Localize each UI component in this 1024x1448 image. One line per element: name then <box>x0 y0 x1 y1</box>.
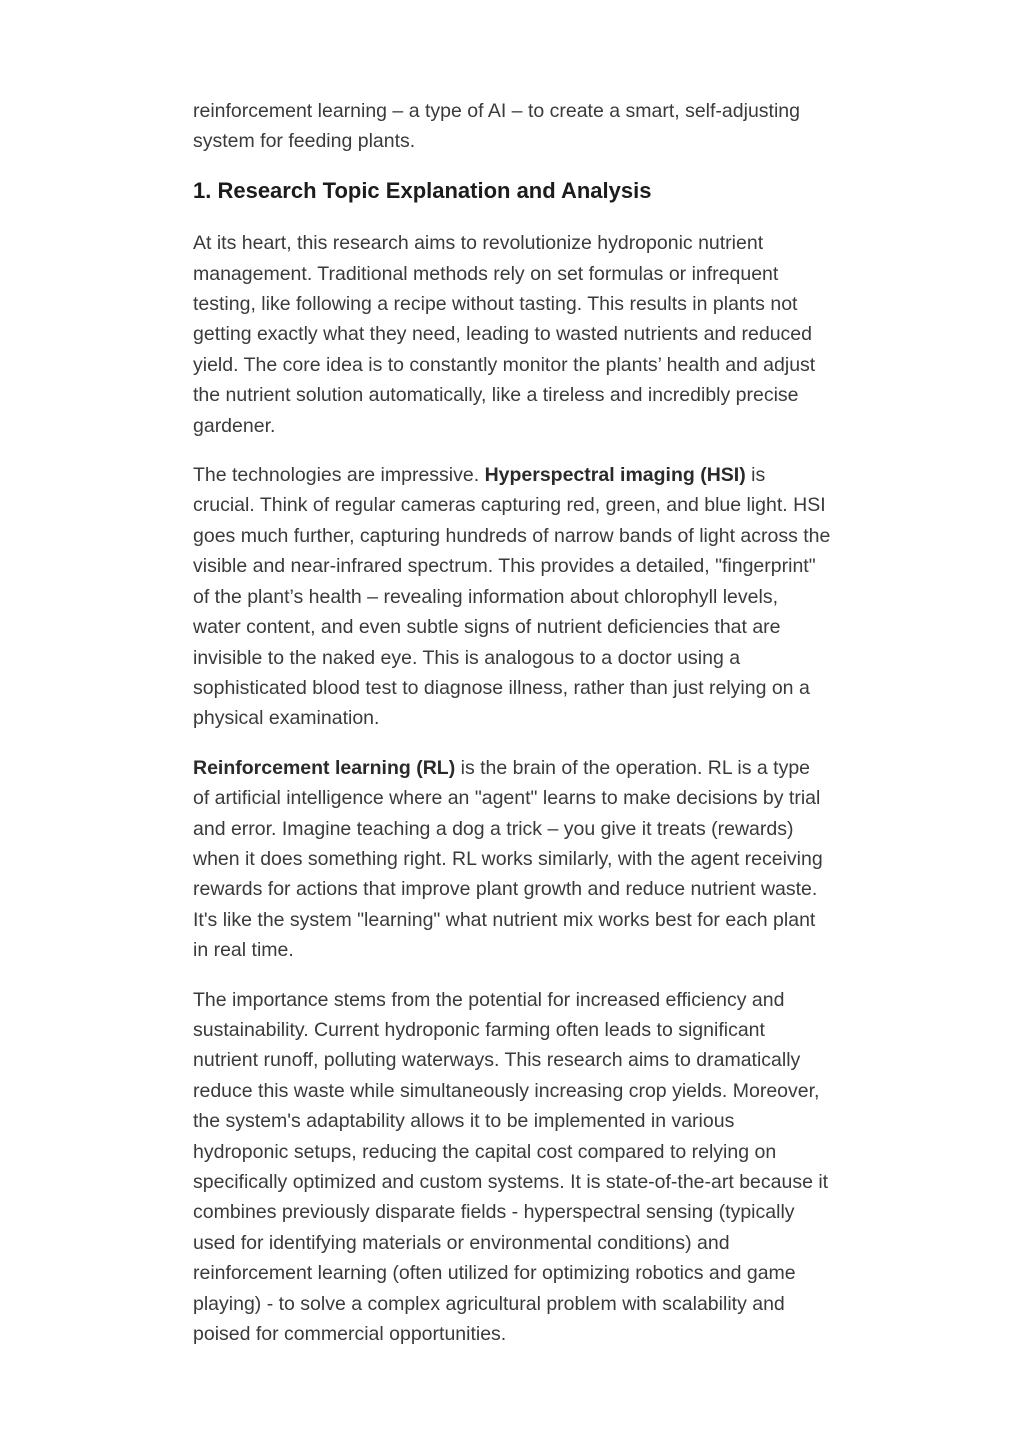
section-heading: 1. Research Topic Explanation and Analysis <box>193 177 652 203</box>
paragraph-intro-fragment: reinforcement learning – a type of AI – to create a smart, self-adjusting system for feeding plants. <box>193 100 800 153</box>
document-page <box>193 0 831 1349</box>
rl-bold-term: Reinforcement learning (RL) <box>193 756 456 779</box>
paragraph-importance: The importance stems from the potential for increased efficiency and sustainability. Current hydroponic farming often leads to significant nutrient runoff, polluting waterways. This research aims to dramatically reduce this waste while simultaneously increasing crop yields. Moreover, the system's adaptability allows it to be implemented in various hydroponic setups, reducing the capital cost compared to relying on specifically optimized and custom systems. It is state-of-the-art because it combines previously disparate fields - hyperspectral sensing (typically used for identifying materials or environmental conditions) and reinforcement learning (often utilized for optimizing robotics and game playing) - to solve a complex agricultural problem with scalability and poised for commercial opportunities. <box>193 988 829 1346</box>
paragraph-hsi <box>193 460 831 734</box>
paragraph-rl <box>193 753 831 966</box>
paragraph-overview: At its heart, this research aims to revolutionize hydroponic nutrient management. Traditional methods rely on set formulas or infrequent testing, like following a recipe without tasting. This results in plants not getting exactly what they need, leading to wasted nutrients and reduced yield. The core idea is to constantly monitor the plants’ health and adjust the nutrient solution automatically, like a tireless and incredibly precise gardener. <box>193 232 816 437</box>
hsi-bold-term: Hyperspectral imaging (HSI) <box>484 464 746 487</box>
paragraph-rl-post: is the brain of the operation. RL is a type of artificial intelligence where an "agent" learns to make decisions by trial and error. Imagine teaching a dog a trick – you give it treats (rewards) when it does something right. RL works similarly, with the agent receiving rewards for actions that improve plant growth and reduce nutrient waste. It's like the system "learning" what nutrient mix works best for each plant in real time. <box>193 756 823 962</box>
paragraph-hsi-pre: The technologies are impressive. <box>193 464 485 487</box>
paragraph-hsi-post: is crucial. Think of regular cameras capturing red, green, and blue light. HSI goes much further, capturing hundreds of narrow bands of light across the visible and near-infrared spectrum. This provides a detailed, "fingerprint" of the plant’s health – revealing information about chlorophyll levels, water content, and even subtle signs of nutrient deficiencies that are invisible to the naked eye. This is analogous to a doctor using a sophisticated blood test to diagnose illness, rather than just relying on a physical examination. <box>193 464 831 730</box>
